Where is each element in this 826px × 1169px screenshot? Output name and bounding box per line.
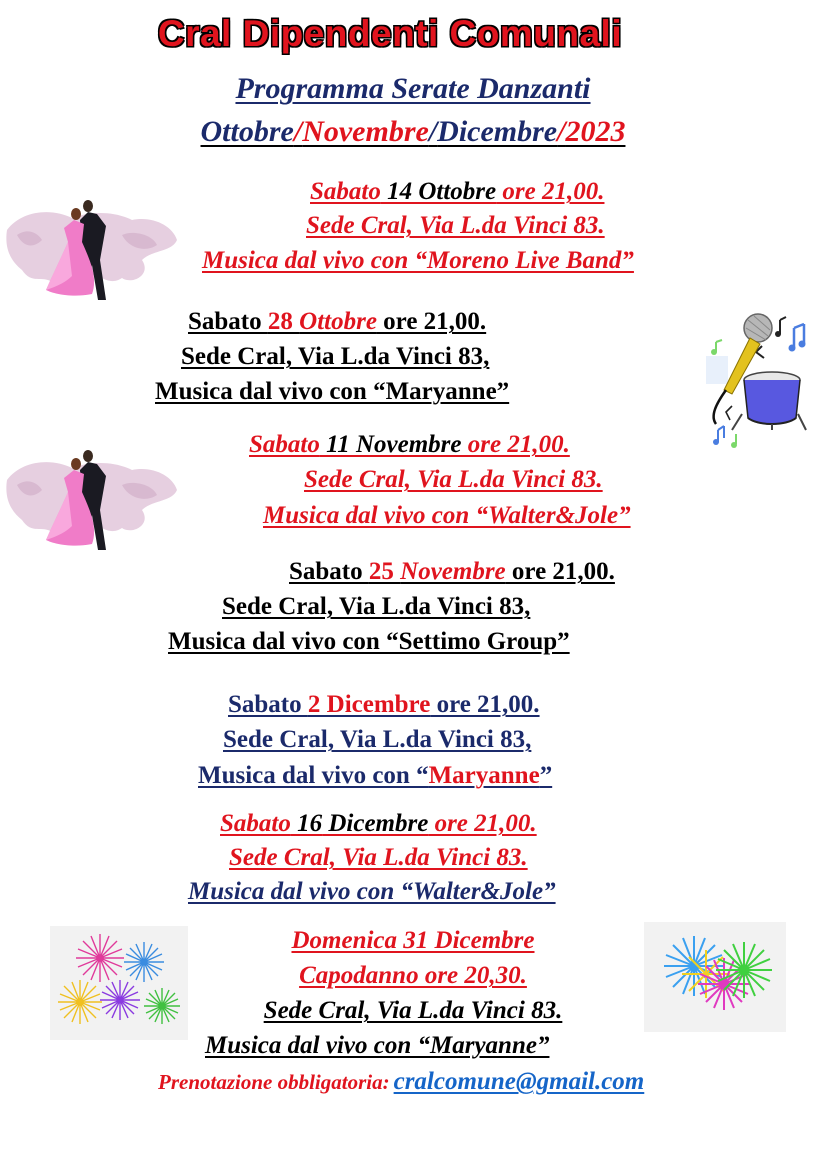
event-7-music: Musica dal vivo con “Maryanne” [205,1032,550,1059]
event-3-date [249,429,570,461]
date: 14 Ottobre [380,178,497,205]
month: Ottobre [299,308,377,335]
day-label: Sabato [249,431,320,458]
day-number: 28 [267,308,300,335]
day-number: 16 [290,810,323,837]
date: 2 Dicembre [307,691,431,718]
event-7-date: Domenica 31 Dicembre [291,927,535,954]
month: Novembre [400,558,506,585]
booking-line [158,1066,644,1101]
event-1-venue: Sede Cral, Via L.da Vinci 83. [306,212,605,239]
months-line [0,113,826,151]
music-suffix: ” [539,762,553,789]
event-5-venue: Sede Cral, Via L.da Vinci 83, [223,726,532,753]
day-label: Sabato [228,691,308,718]
event-4-date [289,556,615,588]
event-6-date [220,808,537,840]
event-5-music [198,760,552,792]
time: ore 21,00. [496,178,605,205]
time: ore 21,00. [376,308,487,335]
event-2-music: Musica dal vivo con “Maryanne” [155,378,510,405]
email-link[interactable]: cralcomune@gmail.com [393,1068,645,1095]
time: ore 21,00. [430,691,540,718]
event-4-venue: Sede Cral, Via L.da Vinci 83, [222,593,531,620]
time: ore 21,00. [428,810,537,837]
subtitle: Programma Serate Danzanti [235,72,591,105]
year: 2023 [565,115,626,148]
event-7-venue: Sede Cral, Via L.da Vinci 83. [263,997,563,1024]
time: ore 21,00. [461,431,570,458]
event-1-music: Musica dal vivo con “Moreno Live Band” [202,247,634,274]
day-number: 25 [368,558,401,585]
event-6-music: Musica dal vivo con “Walter&Jole” [188,878,556,905]
separator: / [428,115,438,148]
event-3-venue: Sede Cral, Via L.da Vinci 83. [304,466,603,493]
event-2-date [188,306,486,338]
separator: / [557,115,566,148]
month-dicembre: Dicembre [437,115,558,148]
booking-label: Prenotazione obbligatoria: [158,1070,390,1094]
month-novembre: Novembre [302,115,429,148]
day-label: Sabato [289,558,369,585]
event-3-music: Musica dal vivo con “Walter&Jole” [263,502,631,529]
day-label: Sabato [220,810,291,837]
dancers-map-image [2,190,182,305]
event-7-title: Capodanno ore 20,30. [299,962,527,989]
event-2-venue: Sede Cral, Via L.da Vinci 83, [181,343,490,370]
time: ore 21,00. [505,558,615,585]
music-prefix: Musica dal vivo con “ [198,762,429,789]
band-name: Maryanne [428,762,540,789]
separator: / [293,115,303,148]
day-label: Sabato [310,178,381,205]
dancers-map-image [2,440,182,555]
page-title: Cral Dipendenti Comunali [157,13,623,54]
month-ottobre: Ottobre [200,115,294,148]
event-1-date [310,176,604,208]
event-4-music: Musica dal vivo con “Settimo Group” [168,628,570,655]
event-6-venue: Sede Cral, Via L.da Vinci 83. [229,844,528,871]
microphone-drum-image [702,306,820,456]
day-label: Sabato [188,308,268,335]
month: Dicembre [322,810,429,837]
date: 11 Novembre [319,431,462,458]
event-5-date [228,689,540,721]
